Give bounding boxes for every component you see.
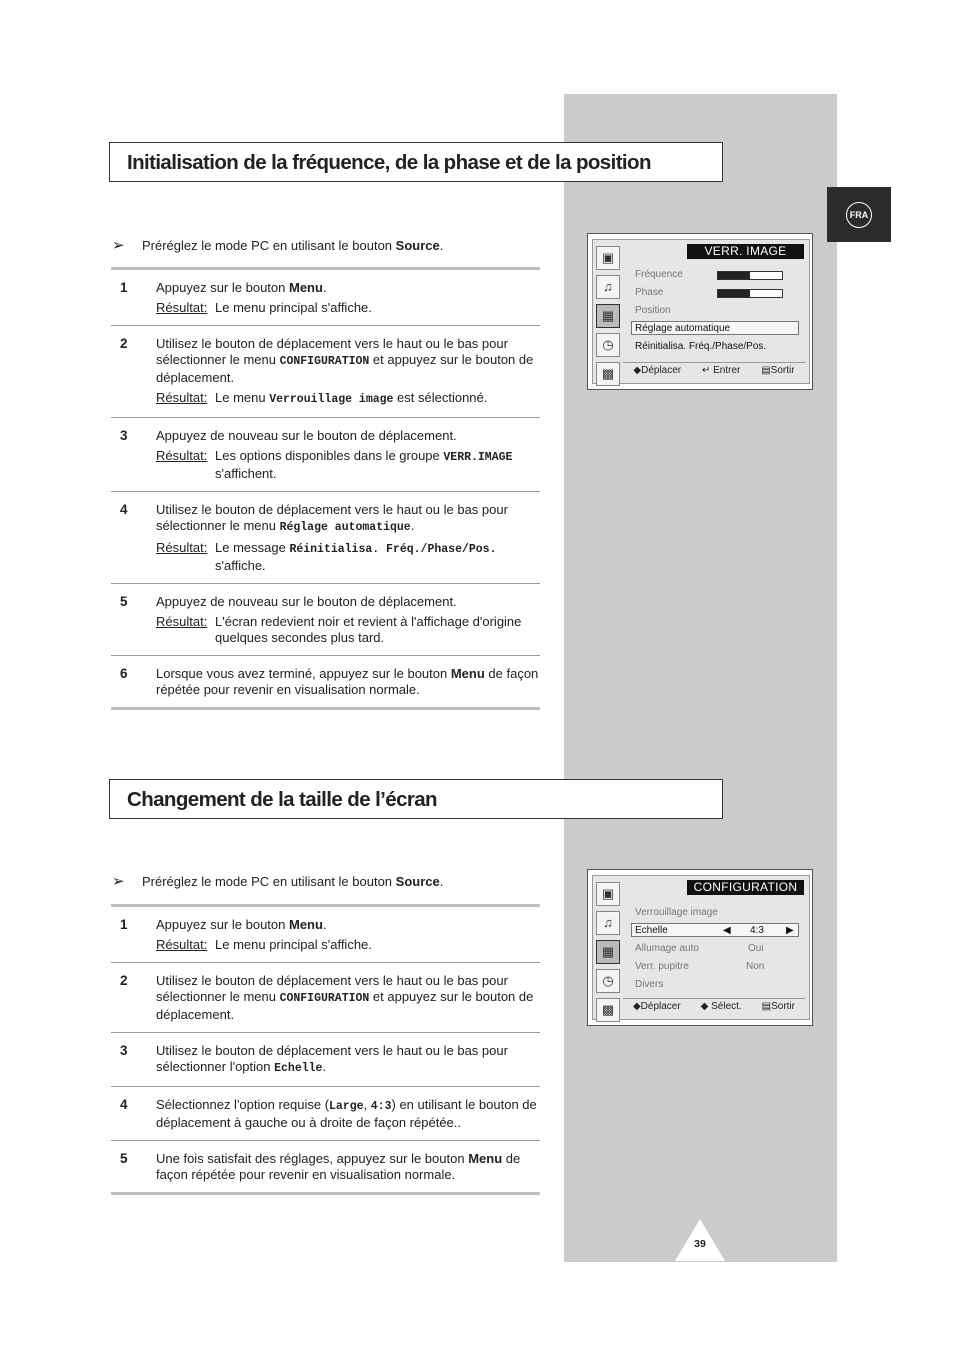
- osd-item-position: Position: [635, 305, 671, 316]
- osd-item-echelle: Echelle: [635, 925, 668, 936]
- osd-item-phase: Phase: [635, 287, 664, 298]
- arrow-icon: ➢: [112, 237, 125, 254]
- left-arrow-icon: ◀: [723, 925, 731, 936]
- step-5: 5 Appuyez de nouveau sur le bouton de déplacement. Résultat: L'écran redevient noir et revient à l'affichage d'origine quelques secondes plus tard.: [111, 584, 540, 656]
- sound-icon: ♫: [596, 911, 620, 935]
- note-1: ➢ Préréglez le mode PC en utilisant le bouton Source.: [112, 237, 444, 254]
- section-title-2: Changement de la taille de l’écran: [109, 779, 723, 819]
- menu-icon: ▤: [761, 365, 771, 376]
- osd-item-frequence: Fréquence: [635, 269, 683, 280]
- osd-title: VERR. IMAGE: [687, 244, 804, 259]
- picture-icon: ▣: [596, 246, 620, 270]
- step-4: 4 Sélectionnez l'option requise (Large, 4:3) en utilisant le bouton de déplacement à gauche ou à droite de façon répétée..: [111, 1087, 540, 1141]
- result-label: Résultat:: [156, 614, 208, 629]
- enter-icon: ↵: [701, 365, 711, 376]
- echelle-value: 4:3: [750, 925, 764, 936]
- result-label: Résultat:: [156, 390, 208, 405]
- osd-item-allumage: Allumage auto: [635, 943, 699, 954]
- osd-item-divers: Divers: [635, 979, 664, 990]
- clock-icon: ◷: [596, 333, 620, 357]
- step-6: 6 Lorsque vous avez terminé, appuyez sur le bouton Menu de façon répétée pour revenir en visualisation normale.: [120, 666, 539, 697]
- osd-footer: ◆Déplacer ◆ Sélect. ▤Sortir: [623, 998, 805, 1015]
- steps-list-2: [111, 904, 540, 1195]
- note-2: ➢ Préréglez le mode PC en utilisant le bouton Source.: [112, 873, 444, 890]
- osd-panel: [592, 239, 810, 384]
- phase-bar: [717, 289, 783, 298]
- language-badge: FRA: [846, 202, 872, 228]
- picture-icon: ▣: [596, 882, 620, 906]
- osd-icon-column: [596, 882, 620, 1027]
- osd-panel: [592, 875, 810, 1020]
- updown-icon: ◆: [632, 1001, 641, 1012]
- arrow-icon: ➢: [112, 873, 125, 890]
- result-label: Résultat:: [156, 937, 208, 952]
- frequence-bar: [717, 271, 783, 280]
- page-number: 39: [694, 1238, 706, 1250]
- osd-screen-verr-image: [587, 233, 813, 390]
- language-tab: [827, 187, 891, 242]
- menu-icon: ▤: [761, 1001, 772, 1012]
- step-4: 4 Utilisez le bouton de déplacement vers le haut ou le bas pour sélectionner le menu Réglage automatique. Résultat: Le message Réinitialisa. Fréq./Phase/Pos. s'affiche.: [111, 492, 540, 584]
- leftright-icon: ◆: [700, 1001, 709, 1012]
- step-2: 2 Utilisez le bouton de déplacement vers le haut ou le bas pour sélectionner le menu CONFIGURATION et appuyez sur le bouton de déplacement.: [111, 963, 540, 1033]
- osd-item-reglage-auto: Réglage automatique: [635, 323, 731, 334]
- clock-icon: ◷: [596, 969, 620, 993]
- result-label: Résultat:: [156, 300, 208, 315]
- step-1: 1 Appuyez sur le bouton Menu. Résultat: Le menu principal s'affiche.: [111, 907, 540, 963]
- step-5: 5 Une fois satisfait des réglages, appuyez sur le bouton Menu de façon répétée pour revenir en visualisation normale.: [120, 1151, 521, 1182]
- pip-icon: ▩: [596, 362, 620, 386]
- result-label: Résultat:: [156, 540, 208, 555]
- osd-icon-column: [596, 246, 620, 391]
- step-2: 2 Utilisez le bouton de déplacement vers le haut ou le bas pour sélectionner le menu CONFIGURATION et appuyez sur le bouton de déplacement. Résultat: Le menu Verrouillage image est sélectionné.: [111, 326, 540, 418]
- setup-icon: ▦: [596, 940, 620, 964]
- osd-title: CONFIGURATION: [687, 880, 804, 895]
- step-3: 3 Appuyez de nouveau sur le bouton de déplacement. Résultat: Les options disponibles dans le groupe VERR.IMAGE s'affichent.: [111, 418, 540, 492]
- osd-footer: ◆Déplacer ↵ Entrer ▤Sortir: [623, 362, 805, 379]
- verr-pupitre-value: Non: [746, 961, 765, 972]
- updown-icon: ◆: [633, 365, 642, 376]
- setup-icon: ▦: [596, 304, 620, 328]
- sound-icon: ♫: [596, 275, 620, 299]
- osd-screen-configuration: [587, 869, 813, 1026]
- step-3: 3 Utilisez le bouton de déplacement vers le haut ou le bas pour sélectionner l'option Echelle.: [111, 1033, 540, 1087]
- osd-item-reinit: Réinitialisa. Fréq./Phase/Pos.: [635, 341, 767, 352]
- right-arrow-icon: ▶: [786, 925, 794, 936]
- step-1: 1 Appuyez sur le bouton Menu. Résultat: Le menu principal s'affiche.: [111, 270, 540, 326]
- steps-list-1: [111, 267, 540, 710]
- osd-item-verrouillage: Verrouillage image: [635, 907, 718, 918]
- pip-icon: ▩: [596, 998, 620, 1022]
- allumage-value: Oui: [748, 943, 764, 954]
- osd-item-verr-pupitre: Verr. pupitre: [635, 961, 689, 972]
- result-label: Résultat:: [156, 448, 208, 463]
- section-title-1: Initialisation de la fréquence, de la phase et de la position: [109, 142, 723, 182]
